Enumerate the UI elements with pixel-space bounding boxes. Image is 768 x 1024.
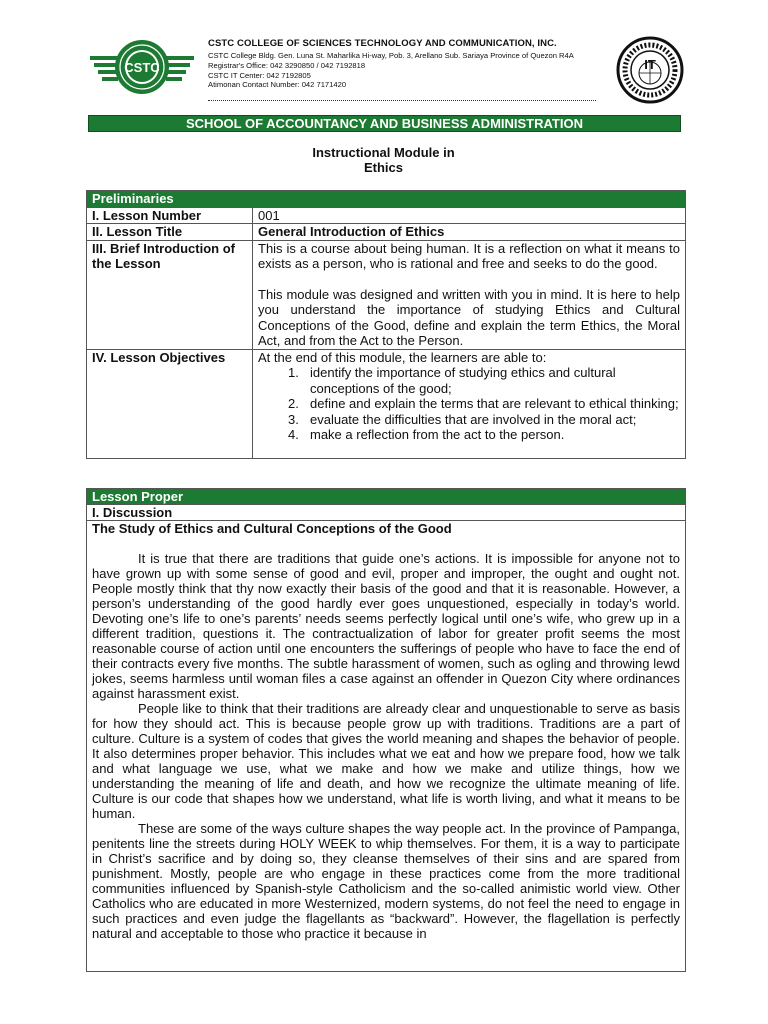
lesson-number-label: I. Lesson Number — [87, 207, 253, 224]
header-divider — [208, 100, 596, 101]
school-banner: SCHOOL OF ACCOUNTANCY AND BUSINESS ADMINISTRATION — [88, 115, 681, 132]
address-line: CSTC College Bldg. Gen. Luna St. Maharlika Hi-way, Pob. 3, Arellano Sub. Sariaya Province of Quezon R4A — [208, 51, 574, 60]
lesson-proper-table — [86, 488, 686, 972]
objectives-lead: At the end of this module, the learners are able to: — [258, 349, 547, 365]
list-item: 3. evaluate the difficulties that are involved in the moral act; — [288, 411, 637, 427]
paragraph-1: It is true that there are traditions that guide one’s actions. It is impossible for anyone not to have grown up with some sense of good and evil, proper and improper, the ought and ought not. People mostly think that thy now exactly their basis of the good and that it is reasonable. However, a person’s understanding of the good hardly ever goes unquestioned, especially in today’s world. Devoting one’s life to one’s parents’ needs seems perfectly logical until one’s wife, who grew up in a different tradition, questions it. The contractualization of labor for greater profit seems the most reasonable course of action until one encounters the sufferings of people who have to face the end of their contracts every five months. The subtle harassment of women, such as ogling and throwing lewd jokes, seems harmless until woman files a case against an offender in Quezon City where ordinances against harassment exist. — [92, 551, 680, 701]
table-row — [87, 207, 686, 224]
module-title-line1: Instructional Module in — [312, 145, 455, 160]
atimonan-line: Atimonan Contact Number: 042 7171420 — [208, 80, 347, 90]
objectives-content — [253, 349, 686, 458]
lesson-number-value: 001 — [253, 207, 686, 224]
it-center-seal — [616, 36, 684, 104]
lesson-proper-header: Lesson Proper — [87, 489, 686, 505]
it-center-line: CSTC IT Center: 042 7192805 — [208, 70, 311, 80]
discussion-label: I. Discussion — [87, 505, 686, 521]
cstc-logo-text: CSTC — [124, 60, 160, 75]
paragraph-3: These are some of the ways culture shapes the way people act. In the province of Pampanga, penitents line the streets during HOLY WEEK to whip themselves. For them, it is a way to participate in Christ’s sacrifice and by doing so, they cleanse themselves of their sins and are spared from punishment. Mostly, people are who engage in these practices come from the more traditional communities influenced by Spanish-style Catholicism and the so-called animistic world view. Other Catholics who are educated in more Westernized, modern systems, do not feel the need to engage in such practices and even judge the flagellants as “backward”. However, the flagellation is perfectly natural and acceptable to those who practice it because in — [92, 821, 680, 941]
header-text — [208, 38, 608, 90]
objectives-list — [258, 365, 680, 443]
table-row — [87, 349, 686, 458]
list-item: 4. make a reflection from the act to the person. — [288, 427, 565, 442]
lesson-title-value: General Introduction of Ethics — [253, 224, 686, 241]
discussion-body — [87, 521, 686, 972]
table-row — [87, 224, 686, 241]
cstc-logo — [88, 38, 196, 96]
module-title-line2: Ethics — [363, 160, 403, 175]
registrar-line: Registrar's Office: 042 3290850 / 042 7192818 — [208, 60, 366, 70]
intro-paragraph-1: This is a course about being human. It is a reflection on what it means to exists as a person, who is rational and free and seeks to do the good. — [258, 240, 680, 271]
institution-name: CSTC COLLEGE OF SCIENCES TECHNOLOGY AND COMMUNICATION, INC. — [208, 38, 557, 49]
intro-paragraph-2: This module was designed and written with you in mind. It is here to help you understand the importance of studying Ethics and Cultural Conceptions of the Good, define and explain the term Ethics, the Moral Act, and from the Act to the Person. — [258, 286, 680, 348]
intro-label: III. Brief Introduction of the Lesson — [87, 240, 253, 349]
list-item: 2. define and explain the terms that are relevant to ethical thinking; — [288, 396, 679, 411]
lesson-title-label: II. Lesson Title — [87, 224, 253, 241]
table-row — [87, 240, 686, 349]
list-item: 1. identify the importance of studying ethics and cultural conceptions of the good; — [288, 365, 616, 396]
preliminaries-table — [86, 190, 686, 459]
module-title — [88, 145, 679, 175]
objectives-label: IV. Lesson Objectives — [87, 349, 253, 458]
document-header — [88, 36, 684, 106]
it-seal-text: IT — [644, 57, 656, 72]
section-subtitle: The Study of Ethics and Cultural Conceptions of the Good — [92, 521, 452, 536]
paragraph-2: People like to think that their traditions are already clear and unquestionable to serve as basis for how they should act. This is because people grow up with traditions. Traditions are a part of culture. Culture is a system of codes that gives the world meaning and shapes the behavior of people. It also determines proper behavior. This includes what we eat and how we prepare food, how we talk and what language we use, what we make and how we make and utilize things, how we understanding the meaning of life and death, and how we recognize the ultimate meaning of life. Culture is our code that shapes how we understand, what life is worth living, and what it means to be human. — [92, 701, 680, 821]
preliminaries-header: Preliminaries — [87, 191, 686, 208]
intro-content — [253, 240, 686, 349]
